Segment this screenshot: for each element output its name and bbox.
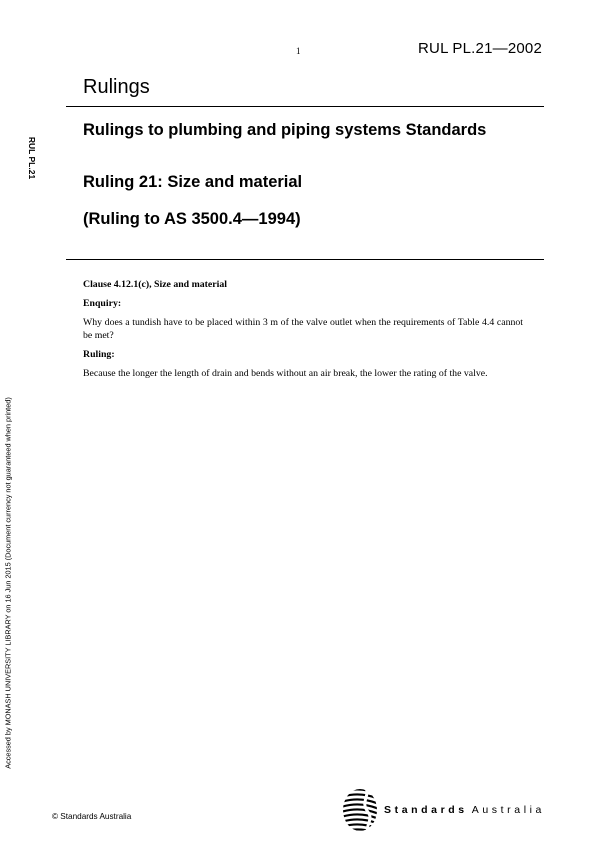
section-heading: Rulings (83, 76, 150, 98)
enquiry-text: Why does a tundish have to be placed within 3 m of the valve outlet when the requirements of Table 4.4 cannot be met? (83, 317, 523, 341)
ruling-title: Ruling 21: Size and material (83, 173, 303, 191)
logo-word-australia: Australia (471, 804, 546, 816)
ruling-text: Because the longer the length of drain and bends without an air break, the lower the rating of the valve. (83, 368, 488, 379)
clause-heading: Clause 4.12.1(c), Size and material (83, 279, 227, 290)
enquiry-label: Enquiry: (83, 298, 122, 309)
globe-icon (340, 786, 380, 834)
ruling-label: Ruling: (83, 349, 115, 360)
side-document-code-text: RUL PL.21 (27, 136, 37, 180)
side-document-code (22, 128, 42, 188)
logo-wordmark (384, 804, 545, 816)
standards-australia-logo (340, 786, 558, 836)
ruling-body (83, 278, 523, 386)
content-divider (66, 259, 544, 260)
top-divider (66, 106, 544, 107)
access-notice (2, 375, 14, 790)
standard-reference: (Ruling to AS 3500.4—1994) (83, 210, 301, 228)
copyright-notice: © Standards Australia (52, 812, 132, 821)
document-title: Rulings to plumbing and piping systems Standards (83, 121, 487, 139)
page-number: 1 (296, 46, 301, 56)
document-id: RUL PL.21—2002 (418, 40, 542, 57)
logo-word-standards: Standards (384, 804, 468, 816)
access-notice-text: Accessed by MONASH UNIVERSITY LIBRARY on 16 Jun 2015 (Document currency not guaranteed when printed) (3, 396, 13, 769)
